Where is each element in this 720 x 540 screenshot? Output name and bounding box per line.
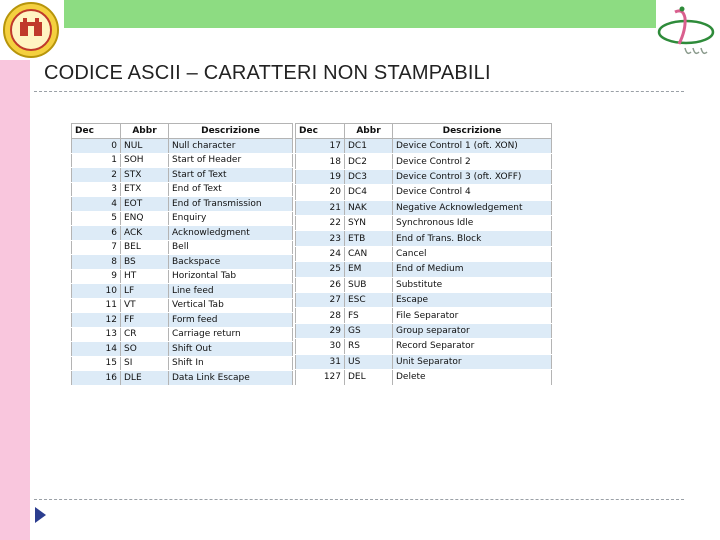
cell-dec: 14 [72, 342, 121, 357]
cell-desc: Shift Out [169, 342, 293, 357]
table-row [72, 153, 293, 168]
cell-dec: 13 [72, 327, 121, 342]
cell-desc: Line feed [169, 284, 293, 299]
cell-abbr: DEL [345, 370, 393, 385]
cell-abbr: SUB [345, 277, 393, 292]
table-row [296, 293, 552, 308]
cell-abbr: ETX [121, 182, 169, 197]
table-row [296, 277, 552, 292]
cell-dec: 23 [296, 231, 345, 246]
cell-dec: 7 [72, 240, 121, 255]
table-row [72, 139, 293, 154]
table-row [72, 284, 293, 299]
cell-abbr: US [345, 354, 393, 369]
cell-dec: 127 [296, 370, 345, 385]
cell-abbr: DLE [121, 371, 169, 386]
cell-desc: Device Control 1 (oft. XON) [393, 139, 552, 154]
cell-abbr: SI [121, 356, 169, 371]
cell-desc: Vertical Tab [169, 298, 293, 313]
cell-dec: 16 [72, 371, 121, 386]
cell-abbr: FF [121, 313, 169, 328]
cell-desc: Form feed [169, 313, 293, 328]
table-row [296, 339, 552, 354]
table-row [72, 298, 293, 313]
cell-dec: 6 [72, 226, 121, 241]
cell-desc: File Separator [393, 308, 552, 323]
cell-abbr: BEL [121, 240, 169, 255]
cell-abbr: SYN [345, 216, 393, 231]
cell-dec: 30 [296, 339, 345, 354]
cell-dec: 5 [72, 211, 121, 226]
cell-dec: 17 [296, 139, 345, 154]
header-desc: Descrizione [169, 124, 293, 139]
cell-desc: Start of Text [169, 168, 293, 183]
cell-abbr: CR [121, 327, 169, 342]
cell-desc: Null character [169, 139, 293, 154]
cell-desc: Backspace [169, 255, 293, 270]
table-row [72, 211, 293, 226]
cell-dec: 9 [72, 269, 121, 284]
table-row [296, 200, 552, 215]
cell-abbr: ACK [121, 226, 169, 241]
header-abbr: Abbr [345, 124, 393, 139]
cell-desc: Synchronous Idle [393, 216, 552, 231]
cell-abbr: DC1 [345, 139, 393, 154]
university-seal-icon [0, 0, 62, 60]
cell-desc: Group separator [393, 323, 552, 338]
cell-dec: 24 [296, 246, 345, 261]
ascii-table [71, 123, 552, 386]
top-divider [34, 91, 684, 92]
cell-desc: Device Control 4 [393, 185, 552, 200]
cell-dec: 31 [296, 354, 345, 369]
table-row [296, 231, 552, 246]
cell-desc: Cancel [393, 246, 552, 261]
table-row [72, 269, 293, 284]
cell-dec: 12 [72, 313, 121, 328]
cell-desc: Unit Separator [393, 354, 552, 369]
cell-abbr: SOH [121, 153, 169, 168]
cell-dec: 11 [72, 298, 121, 313]
cell-abbr: RS [345, 339, 393, 354]
cell-desc: Start of Header [169, 153, 293, 168]
cell-dec: 3 [72, 182, 121, 197]
header-bar [64, 0, 656, 28]
cell-abbr: NAK [345, 200, 393, 215]
table-row [72, 356, 293, 371]
cell-abbr: GS [345, 323, 393, 338]
cell-abbr: HT [121, 269, 169, 284]
cell-dec: 1 [72, 153, 121, 168]
cell-dec: 19 [296, 169, 345, 184]
cell-abbr: NUL [121, 139, 169, 154]
cell-desc: Device Control 3 (oft. XOFF) [393, 169, 552, 184]
cell-abbr: BS [121, 255, 169, 270]
table-row [296, 139, 552, 154]
cell-abbr: ESC [345, 293, 393, 308]
ascii-table-right [295, 123, 552, 386]
cell-abbr: DC4 [345, 185, 393, 200]
slide-title: CODICE ASCII – CARATTERI NON STAMPABILI [44, 62, 491, 84]
cell-dec: 18 [296, 154, 345, 169]
table-header-row [72, 124, 293, 139]
cell-abbr: DC3 [345, 169, 393, 184]
cell-dec: 28 [296, 308, 345, 323]
table-row [296, 370, 552, 385]
table-row [296, 323, 552, 338]
cell-desc: Carriage return [169, 327, 293, 342]
table-row [296, 216, 552, 231]
department-logo-icon [655, 4, 717, 62]
cell-desc: Enquiry [169, 211, 293, 226]
cell-desc: Device Control 2 [393, 154, 552, 169]
cell-abbr: LF [121, 284, 169, 299]
cell-desc: Bell [169, 240, 293, 255]
bottom-divider [34, 499, 684, 500]
cell-desc: Substitute [393, 277, 552, 292]
cell-abbr: FS [345, 308, 393, 323]
table-row [72, 240, 293, 255]
table-row [72, 255, 293, 270]
side-strip [0, 60, 30, 540]
cell-desc: Acknowledgment [169, 226, 293, 241]
table-row [296, 169, 552, 184]
cell-dec: 22 [296, 216, 345, 231]
cell-dec: 10 [72, 284, 121, 299]
cell-abbr: STX [121, 168, 169, 183]
cell-dec: 0 [72, 139, 121, 154]
triangle-arrow-icon [35, 507, 46, 523]
cell-desc: End of Trans. Block [393, 231, 552, 246]
cell-desc: Escape [393, 293, 552, 308]
cell-dec: 25 [296, 262, 345, 277]
table-row [296, 308, 552, 323]
cell-abbr: VT [121, 298, 169, 313]
table-row [72, 197, 293, 212]
cell-abbr: ETB [345, 231, 393, 246]
table-row [72, 226, 293, 241]
cell-abbr: DC2 [345, 154, 393, 169]
cell-desc: Record Separator [393, 339, 552, 354]
table-row [72, 168, 293, 183]
table-row [296, 354, 552, 369]
header-dec: Dec [72, 124, 121, 139]
table-row [72, 313, 293, 328]
table-row [296, 246, 552, 261]
cell-abbr: EM [345, 262, 393, 277]
cell-desc: Delete [393, 370, 552, 385]
cell-abbr: CAN [345, 246, 393, 261]
cell-dec: 4 [72, 197, 121, 212]
table-row [296, 185, 552, 200]
header-abbr: Abbr [121, 124, 169, 139]
cell-desc: End of Text [169, 182, 293, 197]
header-dec: Dec [296, 124, 345, 139]
table-row [72, 327, 293, 342]
ascii-table-left [71, 123, 293, 386]
cell-dec: 26 [296, 277, 345, 292]
cell-dec: 29 [296, 323, 345, 338]
table-row [296, 154, 552, 169]
cell-dec: 2 [72, 168, 121, 183]
table-row [296, 262, 552, 277]
table-header-row [296, 124, 552, 139]
cell-abbr: SO [121, 342, 169, 357]
cell-abbr: ENQ [121, 211, 169, 226]
cell-desc: Negative Acknowledgement [393, 200, 552, 215]
cell-dec: 27 [296, 293, 345, 308]
cell-desc: Horizontal Tab [169, 269, 293, 284]
header-desc: Descrizione [393, 124, 552, 139]
table-row [72, 342, 293, 357]
cell-dec: 21 [296, 200, 345, 215]
cell-desc: End of Medium [393, 262, 552, 277]
cell-desc: End of Transmission [169, 197, 293, 212]
cell-dec: 8 [72, 255, 121, 270]
cell-desc: Data Link Escape [169, 371, 293, 386]
cell-abbr: EOT [121, 197, 169, 212]
cell-dec: 15 [72, 356, 121, 371]
table-row [72, 371, 293, 386]
cell-desc: Shift In [169, 356, 293, 371]
cell-dec: 20 [296, 185, 345, 200]
table-row [72, 182, 293, 197]
